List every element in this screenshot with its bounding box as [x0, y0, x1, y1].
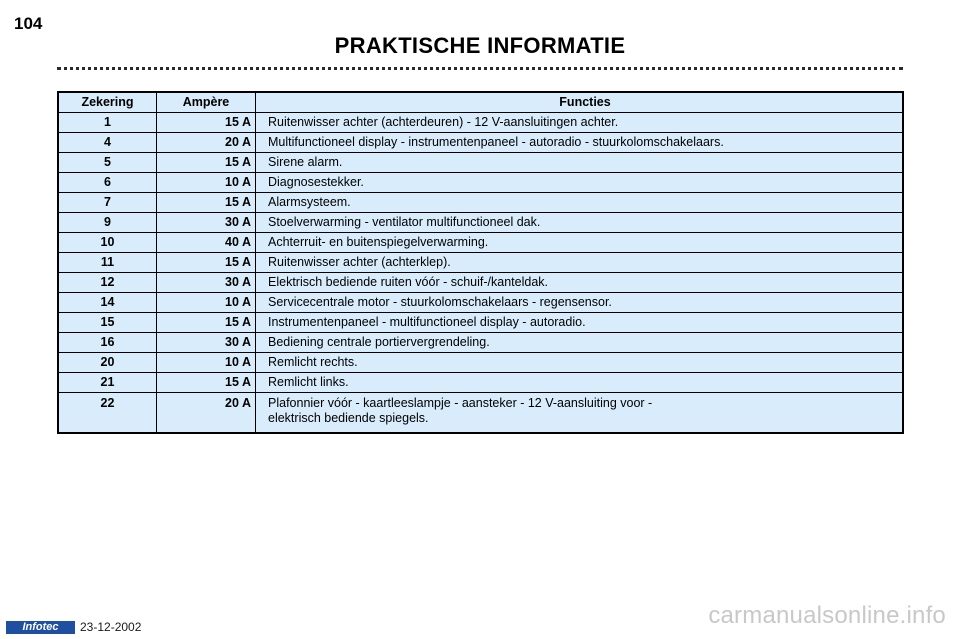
table-row [58, 393, 903, 434]
page-title: PRAKTISCHE INFORMATIE [334, 33, 626, 58]
watermark[interactable]: carmanualsonline.info [708, 602, 946, 629]
fuse-function: Remlicht rechts. [256, 353, 904, 373]
table-row [58, 193, 903, 213]
fuse-function: Multifunctioneel display - instrumentenpaneel - autoradio - stuurkolomschakelaars. [256, 133, 904, 153]
fuse-number: 16 [58, 333, 157, 353]
fuse-number: 10 [58, 233, 157, 253]
fuse-function: Ruitenwisser achter (achterklep). [256, 253, 904, 273]
fuse-number: 20 [58, 353, 157, 373]
fuse-function: Servicecentrale motor - stuurkolomschakelaars - regensensor. [256, 293, 904, 313]
fuse-function: Instrumentenpaneel - multifunctioneel display - autoradio. [256, 313, 904, 333]
header-amp: Ampère [157, 92, 256, 113]
fuse-number: 6 [58, 173, 157, 193]
fuse-number: 7 [58, 193, 157, 213]
fuse-number: 21 [58, 373, 157, 393]
table-row [58, 173, 903, 193]
fuse-function: Stoelverwarming - ventilator multifunctioneel dak. [256, 213, 904, 233]
fuse-function [256, 393, 904, 434]
fuse-ampere: 15 A [157, 373, 256, 393]
fuse-function: Elektrisch bediende ruiten vóór - schuif-/kanteldak. [256, 273, 904, 293]
fuse-function: Remlicht links. [256, 373, 904, 393]
table-row [58, 313, 903, 333]
fuse-ampere: 30 A [157, 273, 256, 293]
table-row [58, 273, 903, 293]
header-functions: Functies [256, 92, 904, 113]
table-header-row [58, 92, 903, 113]
fuse-number: 14 [58, 293, 157, 313]
fuse-number: 4 [58, 133, 157, 153]
fuse-ampere: 20 A [157, 393, 256, 434]
page-number: 104 [14, 14, 43, 33]
fuse-ampere: 15 A [157, 313, 256, 333]
fuse-ampere: 30 A [157, 333, 256, 353]
fuse-number: 11 [58, 253, 157, 273]
fuse-table [57, 91, 904, 434]
fuse-number: 15 [58, 313, 157, 333]
table-row [58, 233, 903, 253]
fuse-function: Ruitenwisser achter (achterdeuren) - 12 V-aansluitingen achter. [256, 113, 904, 133]
table-row [58, 153, 903, 173]
fuse-ampere: 40 A [157, 233, 256, 253]
fuse-ampere: 15 A [157, 153, 256, 173]
infotec-logo: Infotec [6, 621, 75, 634]
fuse-ampere: 10 A [157, 173, 256, 193]
fuse-function: Diagnosestekker. [256, 173, 904, 193]
dotted-divider [57, 67, 903, 70]
fuse-ampere: 15 A [157, 193, 256, 213]
fuse-ampere: 15 A [157, 253, 256, 273]
table-row [58, 213, 903, 233]
footer-date: 23-12-2002 [80, 620, 142, 634]
fuse-function: Sirene alarm. [256, 153, 904, 173]
table-row [58, 353, 903, 373]
fuse-function: Alarmsysteem. [256, 193, 904, 213]
fuse-number: 22 [58, 393, 157, 434]
fuse-ampere: 15 A [157, 113, 256, 133]
fuse-ampere: 20 A [157, 133, 256, 153]
table-row [58, 293, 903, 313]
fuse-function: Achterruit- en buitenspiegelverwarming. [256, 233, 904, 253]
fuse-number: 1 [58, 113, 157, 133]
fuse-number: 12 [58, 273, 157, 293]
fuse-number: 5 [58, 153, 157, 173]
table-row [58, 133, 903, 153]
fuse-function-line: elektrisch bediende spiegels. [268, 411, 429, 425]
header-fuse: Zekering [58, 92, 157, 113]
fuse-function-line: Plafonnier vóór - kaartleeslampje - aansteker - 12 V-aansluiting voor - [268, 396, 653, 410]
table-row [58, 113, 903, 133]
fuse-function: Bediening centrale portiervergrendeling. [256, 333, 904, 353]
table-row [58, 373, 903, 393]
fuse-number: 9 [58, 213, 157, 233]
table-row [58, 333, 903, 353]
fuse-ampere: 10 A [157, 293, 256, 313]
table-row [58, 253, 903, 273]
fuse-ampere: 30 A [157, 213, 256, 233]
fuse-ampere: 10 A [157, 353, 256, 373]
